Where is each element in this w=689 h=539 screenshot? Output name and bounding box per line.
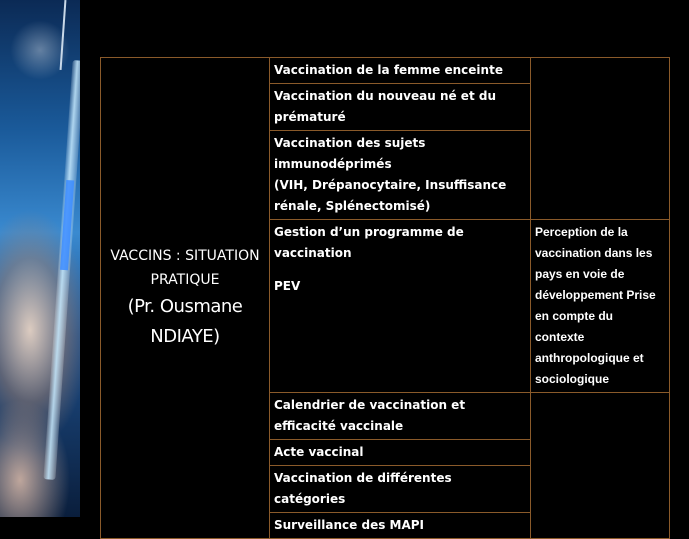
topic-cell: Vaccination de différentes catégories [270, 466, 531, 513]
background-photo [0, 0, 80, 517]
topic-cell: Vaccination de la femme enceinte [270, 58, 531, 84]
topic-cell: Vaccination du nouveau né et du prématuré [270, 84, 531, 131]
course-title: VACCINS : SITUATION PRATIQUE [110, 248, 260, 288]
topic-text: Vaccination des sujets immunodéprimés [274, 136, 426, 171]
professor-name-line2: NDIAYE) [150, 326, 220, 347]
topic-text: Gestion d’un programme de vaccination [274, 225, 464, 260]
syringe-image [43, 60, 80, 480]
course-title-cell [101, 58, 270, 539]
topic-detail: PEV [274, 279, 301, 293]
topic-cell: Acte vaccinal [270, 440, 531, 466]
topic-cell: Surveillance des MAPI [270, 513, 531, 539]
topic-detail: (VIH, Drépanocytaire, Insuffisance rénale, Splénectomisé) [274, 178, 507, 213]
topic-cell [270, 220, 531, 393]
professor-name-line1: (Pr. Ousmane [127, 296, 243, 317]
note-cell: Perception de la vaccination dans les pays en voie de développement Prise en compte du contexte anthropologique et sociologique [531, 220, 670, 393]
topic-cell: Calendrier de vaccination et efficacité vaccinale [270, 393, 531, 440]
empty-cell [531, 58, 670, 220]
program-table [100, 57, 670, 539]
topic-cell [270, 131, 531, 220]
